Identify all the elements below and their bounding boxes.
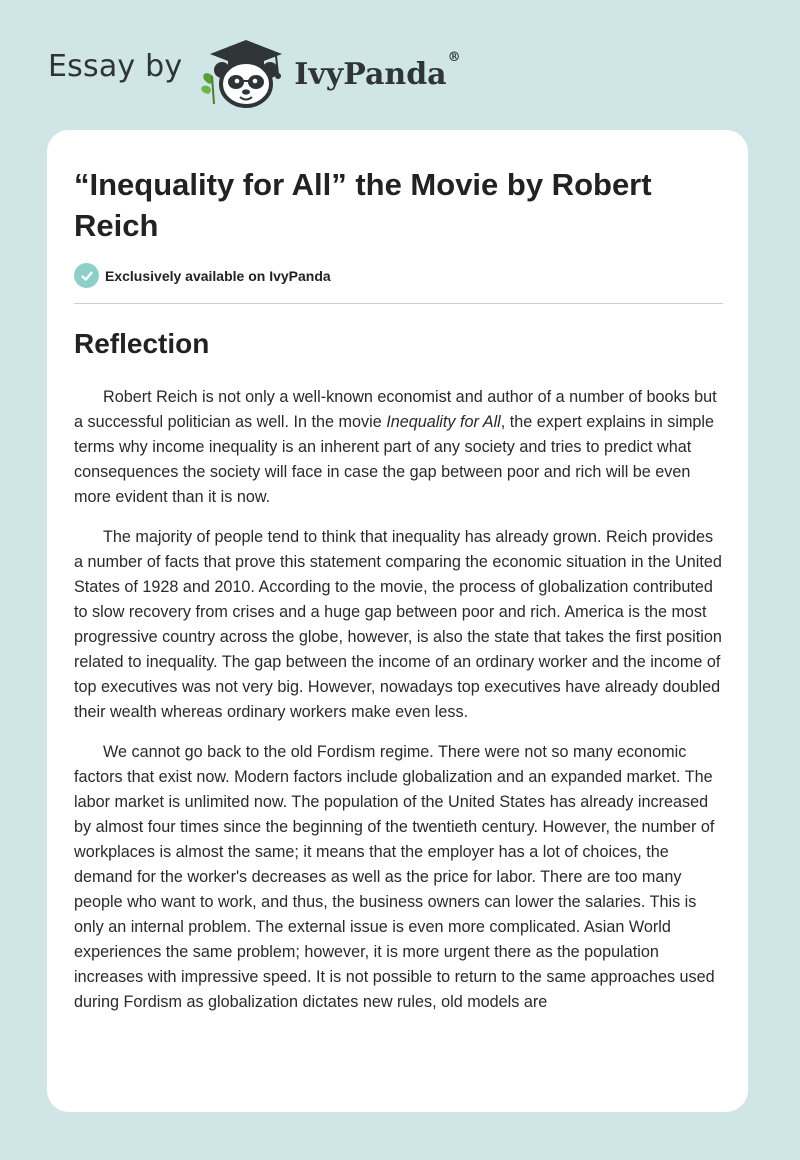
essay-body	[74, 385, 724, 1030]
movie-title-emphasis: Inequality for All	[386, 413, 501, 431]
registered-mark: ®	[447, 49, 461, 65]
brand-name[interactable]	[294, 49, 461, 92]
paragraph-text: Robert Reich is not only a well-known economist and author of a number of books but a successful politician as well. In the movie	[74, 388, 717, 431]
site-header	[48, 34, 461, 110]
checkmark-icon	[74, 263, 99, 288]
panda-mascot-icon[interactable]	[196, 34, 288, 110]
exclusive-badge	[74, 263, 331, 288]
paragraph	[74, 385, 724, 510]
paragraph: The majority of people tend to think that inequality has already grown. Reich provides a number of facts that prove this statement comparing the economic situation in the United States of 1928 and 2010. According to the movie, the process of globalization contributed to slow recovery from crises and a huge gap between poor and rich. America is the most progressive country across the globe, however, is also the state that takes the first position related to inequality. The gap between the income of an ordinary worker and the income of top executives was not very big. However, nowadays top executives have already doubled their wealth whereas ordinary workers make even less.	[74, 528, 722, 721]
essay-card	[47, 130, 748, 1112]
page-title: “Inequality for All” the Movie by Robert Reich	[74, 167, 652, 243]
section-heading: Reflection	[74, 328, 210, 359]
paragraph-text: , the expert explains in simple terms why income inequality is an inherent part of any society and tries to predict what consequences the society will face in case the gap between poor and rich will be even more evident than it is now.	[74, 413, 715, 506]
brand-wordmark: IvyPanda	[294, 56, 447, 92]
divider	[74, 303, 723, 304]
essay-by-label: Essay by	[48, 48, 183, 84]
exclusive-label: Exclusively available on IvyPanda	[105, 267, 331, 284]
paragraph: We cannot go back to the old Fordism regime. There were not so many economic factors that exist now. Modern factors include globalization and an expanded market. The labor market is unlimited now. The population of the United States has already increased by almost four times since the beginning of the twentieth century. However, the number of workplaces is almost the same; it means that the employer has a lot of choices, the demand for the worker's decreases as well as the price for labor. There are too many people who want to work, and thus, the business owners can lower the salaries. This is only an internal problem. The external issue is even more complicated. Asian World experiences the same problem; however, it is more urgent there as the population increases with impressive speed. It is not possible to return to the same approaches used during Fordism as globalization dictates new rules, old models are	[74, 743, 715, 1011]
